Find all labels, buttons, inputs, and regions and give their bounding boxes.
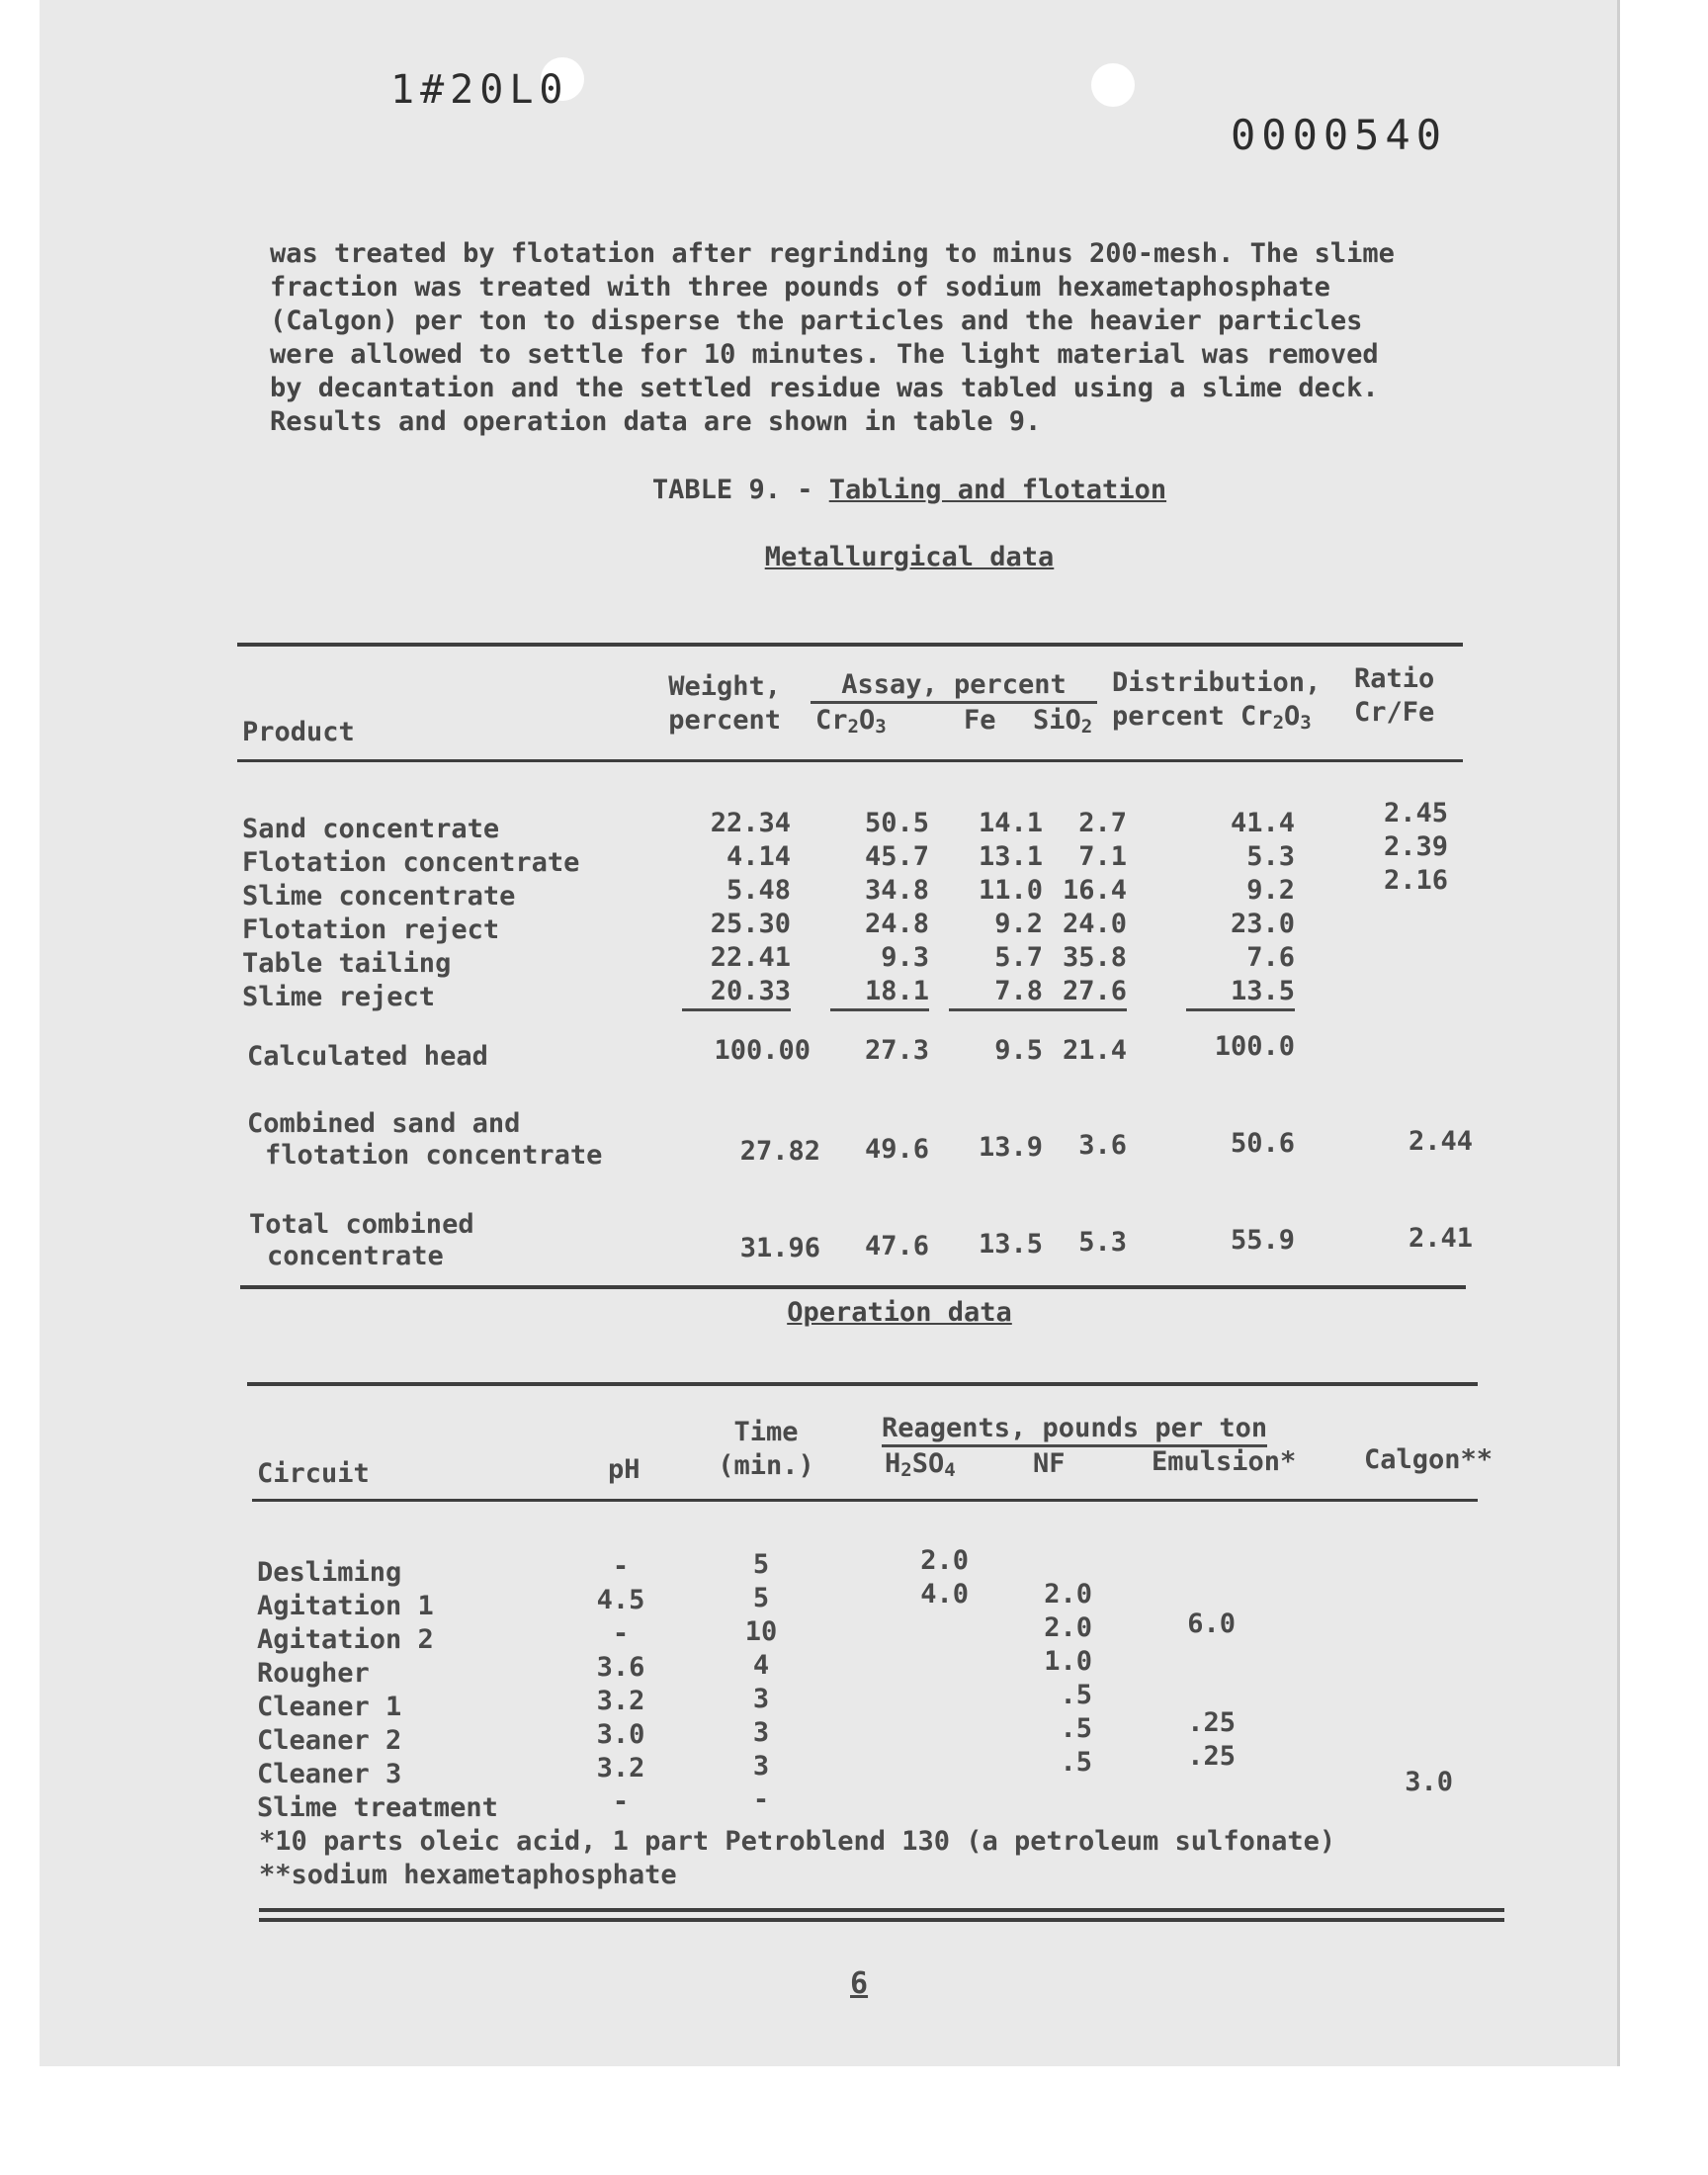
table-row: Flotation concentrate [242,847,580,878]
total-combined-fe: 13.5 [978,1229,1043,1260]
intro-line: were allowed to settle for 10 minutes. The light material was removed [270,339,1379,370]
table-row: Table tailing [242,948,452,979]
h2so4-column: 2.0 4.0 [920,1545,969,1610]
total-combined-ratio: 2.41 [1408,1223,1473,1254]
distribution-column: 41.4 5.3 9.2 23.0 7.6 13.5 [1186,807,1295,1011]
list-item: Desliming [257,1557,402,1588]
combined-sand-dist: 50.6 [1230,1128,1295,1159]
header-rule [237,759,1463,762]
nf-column: 2.0 2.0 1.0 .5 .5 .5 [1044,1579,1092,1778]
table-title [593,475,1226,505]
intro-line: was treated by flotation after regrinding to minus 200-mesh. The slime [270,238,1395,269]
circuit-column [257,1556,498,1825]
document-number: 0000540 [1231,111,1448,159]
footnote-emulsion: *10 parts oleic acid, 1 part Petroblend 130 (a petroleum sulfonate) [259,1826,1336,1857]
calculated-head-label: Calculated head [247,1041,488,1072]
weight-column: 22.34 4.14 5.48 25.30 22.41 20.33 [682,807,791,1011]
table-row: Flotation reject [242,914,500,945]
header-emulsion: Emulsion* [1152,1446,1297,1477]
list-item: Cleaner 1 [257,1692,402,1722]
ratio-column: 2.45 2.39 2.16 [1383,798,1448,896]
combined-sand-ratio: 2.44 [1408,1126,1473,1157]
table-bottom-rule-2 [259,1918,1504,1922]
calculated-head-sio2: 21.4 [1062,1035,1127,1066]
header-sio2: SiO$_2$ [1033,705,1093,738]
header-circuit: Circuit [257,1458,370,1489]
header-reagents: Reagents, pounds per ton [882,1412,1267,1447]
list-item: Cleaner 3 [257,1759,402,1789]
list-item: Cleaner 2 [257,1725,402,1756]
total-combined-dist: 55.9 [1230,1225,1295,1256]
combined-sand-fe: 13.9 [978,1132,1043,1163]
operation-heading: Operation data [787,1297,1012,1328]
header-distribution-2: percent $Cr_2O_3$ [1112,701,1312,734]
header-assay: Assay, percent [811,668,1097,704]
intro-line: Results and operation data are shown in table 9. [270,406,1042,437]
document-page [40,0,1620,2066]
intro-line: (Calgon) per ton to disperse the particles and the heavier particles [270,305,1363,336]
table-title-text: Tabling and flotation [828,475,1167,505]
header-nf: NF [1033,1448,1066,1479]
header-time-1: Time [733,1417,799,1447]
footnote-calgon: **sodium hexametaphosphate [259,1860,677,1890]
operation-header-rule [252,1499,1478,1502]
header-weight-2: percent [668,705,781,736]
punch-hole [1091,63,1135,107]
total-combined-cr2o3: 47.6 [864,1231,929,1262]
intro-line: by decantation and the settled residue was tabled using a slime deck. [270,373,1379,403]
calculated-head-fe: 9.5 [994,1035,1043,1066]
combined-sand-weight: 27.82 [739,1136,820,1167]
sio2-column: 2.7 7.1 16.4 24.0 35.8 27.6 [1043,807,1127,1011]
header-distribution-1: Distribution, [1112,667,1322,698]
ph-column: - 4.5 - 3.6 3.2 3.0 3.2 - [596,1551,645,1817]
calculated-head-cr2o3: 27.3 [864,1035,929,1066]
calculated-head-dist: 100.0 [1214,1031,1295,1062]
fe-column: 14.1 13.1 11.0 9.2 5.7 7.8 [949,807,1043,1011]
table-bottom-rule-1 [259,1908,1504,1912]
table-title-prefix: TABLE 9. - [651,475,829,505]
total-combined-label-1: Total combined [249,1209,474,1240]
product-column [242,813,579,1014]
time-column: 5 5 10 4 3 3 3 - [744,1549,778,1815]
header-product: Product [242,717,355,747]
emulsion-agitation-2: 6.0 [1187,1609,1236,1639]
table-row: Slime concentrate [242,881,516,912]
combined-sand-label-1: Combined sand and [247,1108,521,1139]
page-number: 6 [850,1966,869,2001]
header-calgon: Calgon** [1364,1444,1494,1475]
cr2o3-column: 50.5 45.7 34.8 24.8 9.3 18.1 [830,807,929,1011]
table-row: Slime reject [242,982,436,1012]
total-combined-weight: 31.96 [739,1233,820,1263]
metallurgical-bottom-rule [240,1285,1466,1289]
emulsion-cleaner-3: .25 [1187,1741,1236,1772]
metallurgical-heading: Metallurgical data [764,542,1055,572]
total-combined-label-2: concentrate [267,1241,444,1271]
intro-paragraph [270,237,1456,439]
header-ratio-1: Ratio [1354,663,1435,694]
emulsion-cleaner-2: .25 [1187,1707,1236,1738]
combined-sand-sio2: 3.6 [1078,1130,1127,1161]
list-item: Slime treatment [257,1792,498,1823]
header-weight-1: Weight, [668,671,781,702]
table-top-rule [237,643,1463,647]
list-item: Agitation 1 [257,1591,434,1621]
combined-sand-label-2: flotation concentrate [265,1140,603,1171]
operation-top-rule [247,1382,1478,1386]
header-h2so4: $H_2SO_4$ [885,1448,956,1481]
header-ratio-2: Cr/Fe [1354,697,1435,728]
header-time-2: (min.) [718,1450,814,1481]
total-combined-sio2: 5.3 [1078,1227,1127,1258]
intro-line: fraction was treated with three pounds of sodium hexametaphosphate [270,272,1330,303]
header-ph: pH [608,1454,640,1485]
header-fe: Fe [964,705,996,736]
combined-sand-cr2o3: 49.6 [864,1134,929,1165]
calculated-head-weight: 100.00 [714,1035,811,1066]
table-row: Sand concentrate [242,814,500,844]
header-cr2o3: $Cr_2O_3$ [815,705,887,738]
list-item: Agitation 2 [257,1624,434,1655]
list-item: Rougher [257,1658,370,1689]
handwritten-file-number: 1#20L0 [390,67,569,113]
calgon-slime-treatment: 3.0 [1405,1767,1453,1797]
